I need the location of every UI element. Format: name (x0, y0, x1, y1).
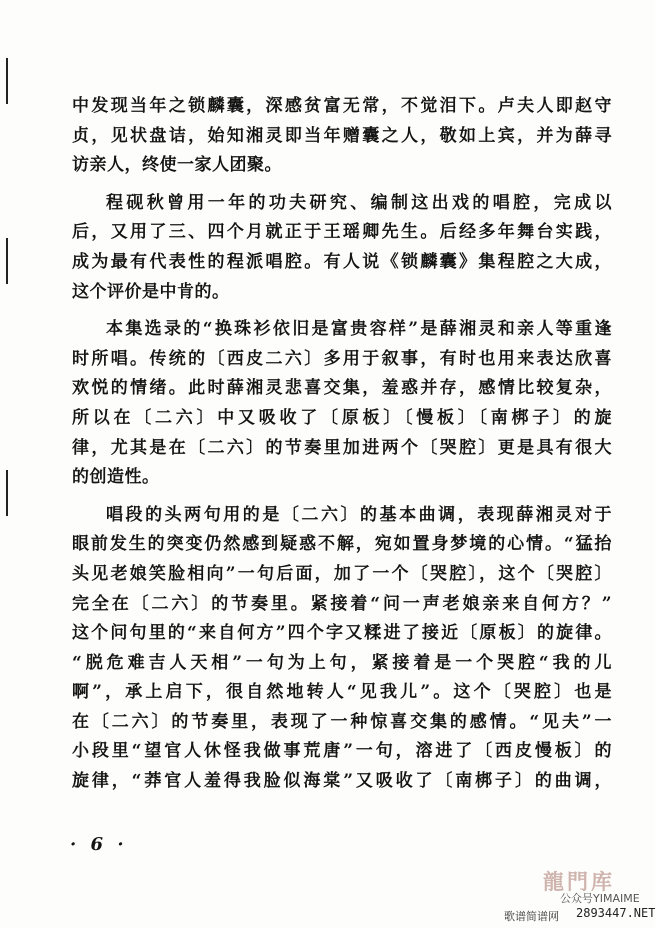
scan-edge-mark (6, 238, 8, 284)
text-line: 程砚秋曾用一年的功夫研究、编制这出戏的唱腔，完成以 (106, 192, 612, 213)
scan-edge-mark (6, 58, 8, 104)
text-line: 头见老娘笑脸相向”一句后面，加了一个〔哭腔〕，这个〔哭腔〕 (72, 563, 612, 584)
text-line: 小段里“望官人休怪我做事荒唐”一句，溶进了〔西皮慢板〕的 (72, 741, 612, 762)
text-line: 后，又用了三、四个月就正于王瑶卿先生。后经多年舞台实践， (72, 222, 612, 243)
text-line: 的创造性。 (72, 467, 160, 488)
text-line: 访亲人，终使一家人团聚。 (72, 155, 282, 176)
text-line: 本集选录的“换珠衫依旧是富贵容样”是薛湘灵和亲人等重逢 (106, 319, 612, 340)
text-line: 眼前发生的突变仍然感到疑惑不解，宛如置身梦境的心情。“猛抬 (72, 534, 612, 555)
text-line: 时所唱。传统的〔西皮二六〕多用于叙事，有时也用来表达欣喜 (72, 348, 612, 369)
paragraph-1 (72, 92, 612, 181)
text-line: 完全在〔二六〕的节奏里。紧接着“问一声老娘亲来自何方？” (72, 593, 612, 614)
page-body (72, 92, 612, 797)
paragraph-2 (72, 189, 612, 307)
text-line: 旋律，“莽官人羞得我脸似海棠”又吸收了〔南梆子〕的曲调， (72, 771, 612, 792)
footer-source-code: 2893447.NET (576, 906, 655, 920)
text-line: 律，尤其是在〔二六〕的节奏里加进两个〔哭腔〕更是具有很大 (72, 437, 612, 458)
text-line: 在〔二六〕的节奏里，表现了一种惊喜交集的感情。“见夫”一 (72, 711, 612, 732)
text-line: 这个评价是中肯的。 (72, 281, 230, 302)
watermark-site-text: 公众号YIMAIME (560, 892, 640, 905)
footer-source-text: 歌谱简谱网 (504, 910, 559, 923)
text-line: 唱段的头两句用的是〔二六〕的基本曲调，表现薛湘灵对于 (106, 504, 612, 525)
text-line: 贞，见状盘诘，始知湘灵即当年赠囊之人，敬如上宾，并为薛寻 (72, 125, 612, 146)
text-line: 这个问句里的“来自何方”四个字又糅进了接近〔原板〕的旋律。 (72, 623, 612, 644)
text-line: “脱危难吉人天相”一句为上句，紧接着是一个哭腔“我的儿 (72, 652, 612, 673)
paragraph-4 (72, 501, 612, 797)
page-number: · 6 · (70, 834, 128, 855)
watermark-logo: 龍門库 (543, 870, 615, 894)
paragraph-3 (72, 315, 612, 493)
text-line: 啊”，承上启下，很自然地转人“见我儿”。这个〔哭腔〕也是 (72, 682, 612, 703)
text-line: 成为最有代表性的程派唱腔。有人说《锁麟囊》集程腔之大成， (72, 251, 612, 272)
scan-edge-mark (6, 470, 8, 516)
text-line: 中发现当年之锁麟囊，深感贫富无常，不觉泪下。卢夫人即赵守 (72, 96, 612, 116)
text-line: 欢悦的情绪。此时薛湘灵悲喜交集，羞惑并存，感情比较复杂， (72, 378, 612, 399)
text-line: 所以在〔二六〕中又吸收了〔原板〕〔慢板〕〔南梆子〕的旋 (72, 407, 612, 428)
